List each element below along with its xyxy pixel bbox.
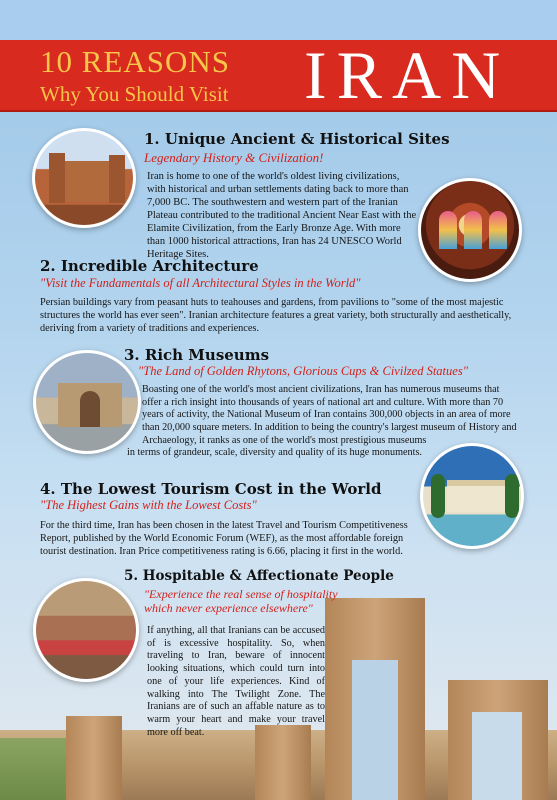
photo-museum [33,350,141,454]
section-body: Boasting one of the world's most ancient civilizations, Iran has numerous museums that offer a rich insight into thousands of years of national art and culture. With more than 70 years of activity, the National Museum of Iran contains 300,000 objects in an area of more than 20,000 square meters. In addition to being the country's largest museum of History and Archaeology, it ranks as one of the world's most prestigious museums [142,384,517,446]
palm-tree [431,474,445,518]
photo-fortress [32,128,136,228]
banner-title-line2: Why You Should Visit [40,82,229,106]
museum-arch [80,391,100,427]
banner-country: IRAN [304,37,511,113]
stained-window [489,211,507,249]
photo-mosque-interior [418,178,522,282]
section-heading: 4. The Lowest Tourism Cost in the World [40,480,382,498]
sky-strip [0,0,557,40]
section-body: Persian buildings vary from peasant huts to teahouses and gardens, from pavilions to "some of the most majestic structures the world has ever seen". Iranian architecture features a great variety, both structurally and aesthetically, deriving from a variety of traditions and experiences. [40,297,512,334]
section-heading: 5. Hospitable & Affectionate People [124,568,394,584]
section-body: If anything, all that Iranians can be accused of is excessive hospitality. So, when traveling to Iran, beware of innocent looking situations, which could turn into one of your life experiences. Kind of walking into The Twilight Zone. The Iranians are of such an affable nature as to warm your heart and make your travel more off beat. [147,625,325,738]
fortress-tower [49,153,65,203]
stained-window [464,211,482,249]
section-body: Iran is home to one of the world's oldest living civilizations, with historical and urban settlements dating back to more than 7,000 BC. The southwestern and western part of the Iranian Plateau contributed to the traditional Ancient Near East with the Elamite Civilization, from the Early Bronze Age. With more than 1000 historical attractions, Iran has 24 UNESCO World Heritage Sites. [147,171,417,260]
section-heading: 1. Unique Ancient & Historical Sites [144,130,450,148]
palm-tree [505,474,519,518]
ruin-gate-opening [472,712,522,800]
ruin-column [66,716,122,800]
ruin-gate-opening [352,660,398,800]
section-tagline: "Visit the Fundamentals of all Architectural Styles in the World" [40,276,361,290]
stained-window [439,211,457,249]
photo-people [33,578,139,682]
section-heading: 3. Rich Museums [124,346,270,364]
palace-building [447,480,505,512]
fortress-tower [109,155,125,203]
section-tagline: "Experience the real sense of hospitality which never experience elsewhere" [144,587,338,615]
section-tagline: "The Highest Gains with the Lowest Costs" [40,498,257,512]
section-tagline: Legendary History & Civilization! [144,150,324,165]
section-body: For the third time, Iran has been chosen in the latest Travel and Tourism Competitiveness Report, published by the World Economic Forum (WEF), as the most affordable foreign tourist destination. Iran Price competitiveness rating is 6.66, placing it first in the world. [40,520,408,557]
section-body-tail: in terms of grandeur, scale, diversity and quality of its huge monuments. [127,447,422,458]
banner-title-line1: 10 REASONS [40,44,231,79]
section-heading: 2. Incredible Architecture [40,257,259,275]
section-tagline: "The Land of Golden Rhytons, Glorious Cups & Civilzed Statues" [138,364,468,378]
